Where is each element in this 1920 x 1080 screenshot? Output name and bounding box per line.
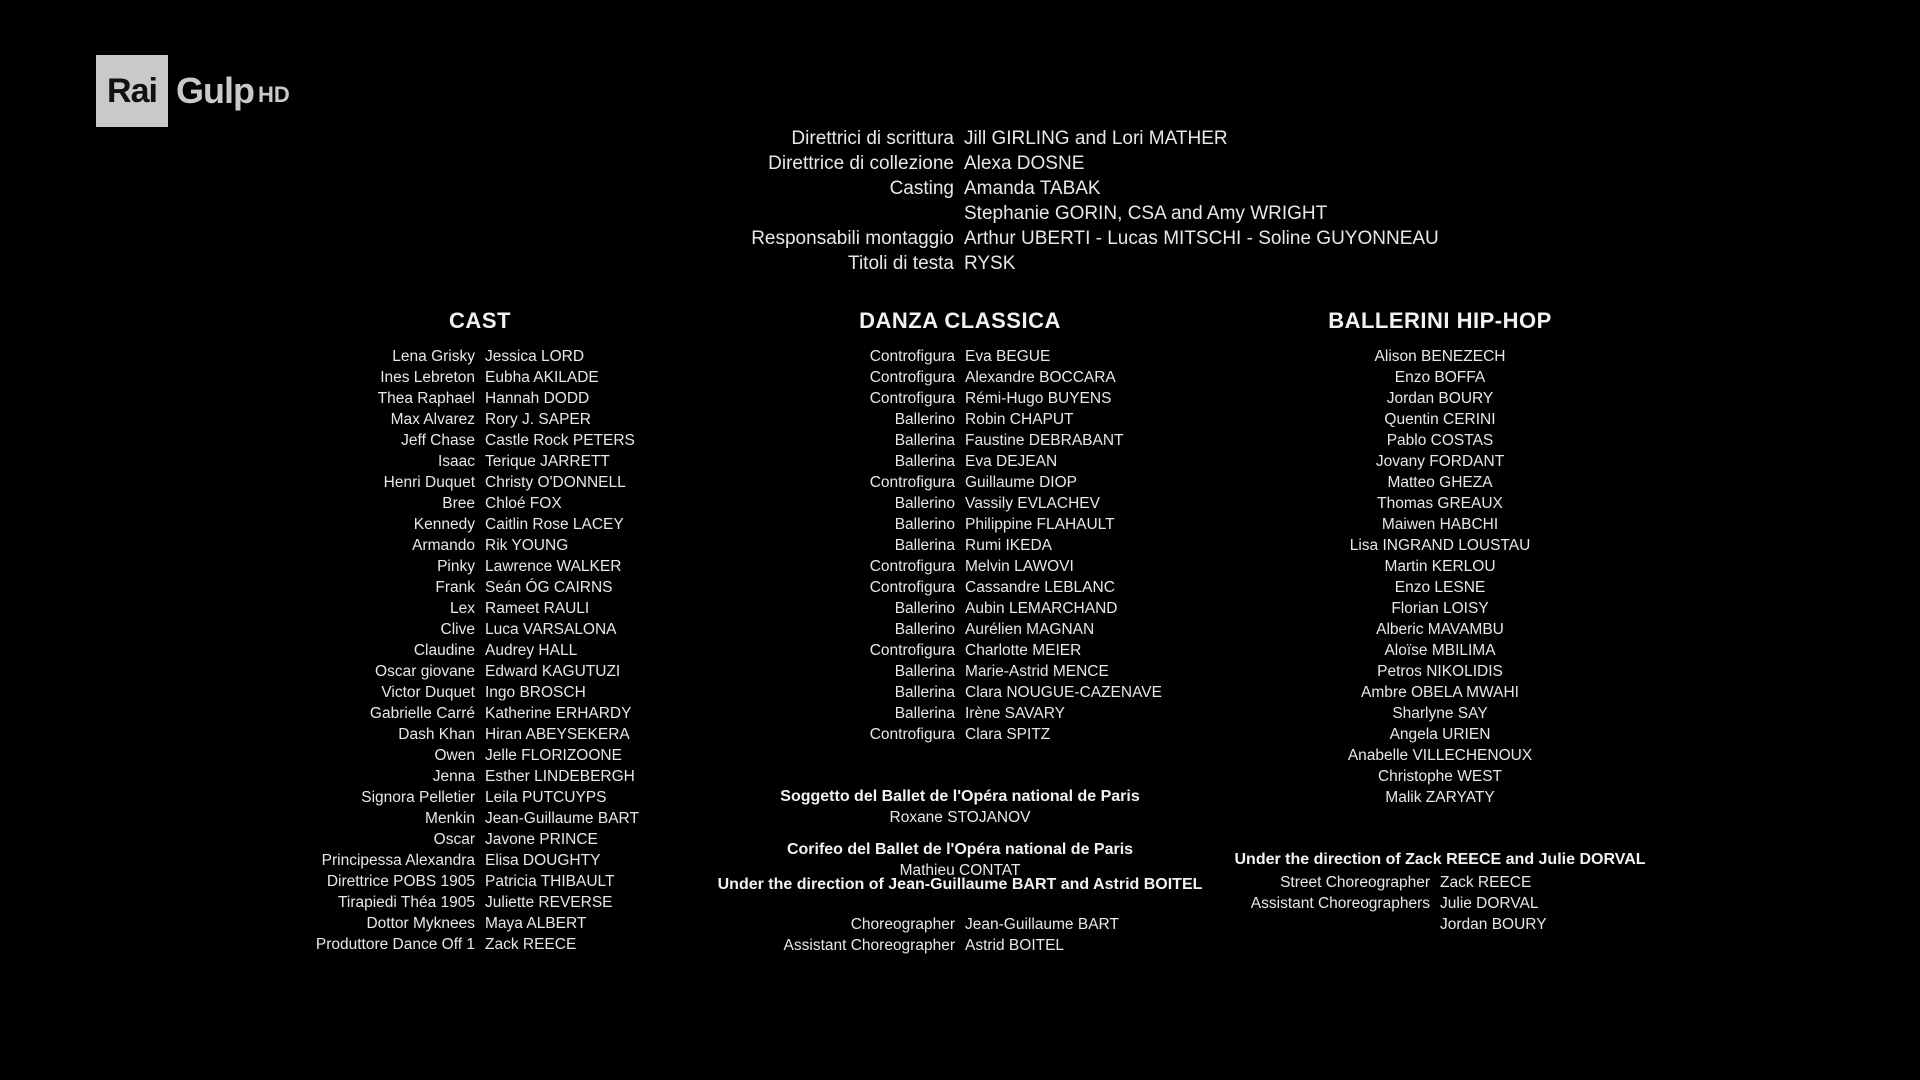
credit-name: Hiran ABEYSEKERA	[485, 726, 630, 743]
credit-name: Aurélien MAGNAN	[965, 621, 1095, 638]
credit-role: Armando	[412, 537, 475, 554]
direction-role: Choreographer	[850, 916, 955, 933]
cast-heading: CAST	[449, 308, 511, 333]
credit-name: Marie-Astrid MENCE	[965, 663, 1109, 680]
danza-heading: DANZA CLASSICA	[859, 308, 1061, 333]
danza-list	[800, 346, 1162, 745]
credit-name: Faustine DEBRABANT	[965, 432, 1124, 449]
direction-name: Jordan BOURY	[1440, 916, 1547, 933]
credit-name: Katherine ERHARDY	[485, 705, 632, 722]
hiphop-name: Jovany FORDANT	[1375, 453, 1505, 470]
hiphop-name: Quentin CERINI	[1384, 411, 1496, 428]
credit-name: Chloé FOX	[485, 495, 562, 512]
credit-role: Controfigura	[869, 390, 955, 407]
credit-role: Gabrielle Carré	[369, 705, 475, 722]
direction-role: Assistant Choreographer	[783, 937, 955, 954]
credit-name: Maya ALBERT	[485, 915, 587, 932]
corifeo-name: Mathieu CONTAT	[899, 862, 1021, 879]
credit-role: Direttrice POBS 1905	[326, 873, 475, 890]
credit-name: Seán ÓG CAIRNS	[485, 579, 613, 596]
credit-role: Ballerino	[894, 621, 955, 638]
credit-name: Ingo BROSCH	[485, 684, 586, 701]
credit-role: Dottor Myknees	[366, 915, 475, 932]
hiphop-direction-heading: Under the direction of Zack REECE and Julie DORVAL	[1234, 851, 1646, 868]
direction-name: Jean-Guillaume BART	[965, 916, 1119, 933]
top-credits-names	[964, 126, 1439, 276]
credit-name: Castle Rock PETERS	[485, 432, 635, 449]
credit-name: Aubin LEMARCHAND	[965, 600, 1118, 617]
credit-name: Eubha AKILADE	[485, 369, 599, 386]
credit-role: Casting	[889, 178, 954, 199]
credit-role: Ines Lebreton	[380, 369, 475, 386]
hiphop-name: Malik ZARYATY	[1385, 789, 1495, 806]
top-credits	[700, 126, 1439, 276]
direction-name: Julie DORVAL	[1440, 895, 1539, 912]
credit-name: Luca VARSALONA	[485, 621, 617, 638]
credit-name: Rory J. SAPER	[485, 411, 591, 428]
cast-list	[270, 346, 639, 955]
credit-role: Jeff Chase	[401, 432, 475, 449]
hiphop-name: Sharlyne SAY	[1392, 705, 1488, 722]
credit-role: Dash Khan	[398, 726, 475, 743]
credit-role: Controfigura	[869, 726, 955, 743]
credit-role: Controfigura	[869, 558, 955, 575]
cast-roles	[270, 346, 485, 955]
credit-name: Juliette REVERSE	[485, 894, 613, 911]
credit-role: Owen	[434, 747, 475, 764]
credit-role: Produttore Dance Off 1	[315, 936, 475, 953]
hiphop-name: Petros NIKOLIDIS	[1377, 663, 1503, 680]
hiphop-direction-roles	[1190, 872, 1440, 935]
credit-role: Max Alvarez	[390, 411, 475, 428]
credit-role: Thea Raphael	[377, 390, 475, 407]
hiphop-name: Florian LOISY	[1391, 600, 1489, 617]
hiphop-direction-list	[1190, 872, 1547, 935]
credit-role: Controfigura	[869, 474, 955, 491]
credit-name: Rik YOUNG	[485, 537, 569, 554]
credit-role: Controfigura	[869, 369, 955, 386]
credit-role: Isaac	[437, 453, 475, 470]
danza-direction-names	[965, 914, 1119, 956]
credit-name: Jelle FLORIZOONE	[485, 747, 622, 764]
credit-role: Ballerino	[894, 600, 955, 617]
credit-name: Lawrence WALKER	[485, 558, 622, 575]
danza-roles	[800, 346, 965, 745]
credit-role: Ballerino	[894, 411, 955, 428]
hiphop-name: Pablo COSTAS	[1386, 432, 1494, 449]
credit-role: Responsabili montaggio	[751, 228, 954, 249]
credit-role: Frank	[435, 579, 475, 596]
rai-logo-box: Rai	[96, 55, 168, 127]
hiphop-name: Maiwen HABCHI	[1381, 516, 1499, 533]
cast-names	[485, 346, 639, 955]
hiphop-heading: BALLERINI HIP-HOP	[1328, 308, 1552, 333]
hiphop-name: Enzo LESNE	[1394, 579, 1486, 596]
hiphop-name: Martin KERLOU	[1384, 558, 1496, 575]
danza-direction-list	[680, 914, 1119, 956]
hiphop-name: Alberic MAVAMBU	[1376, 621, 1504, 638]
credit-role: Controfigura	[869, 579, 955, 596]
corifeo-heading: Corifeo del Ballet de l'Opéra national de Paris	[786, 841, 1134, 858]
credit-role	[700, 201, 954, 226]
credit-role: Ballerina	[894, 705, 955, 722]
credit-name: Clara NOUGUE-CAZENAVE	[965, 684, 1162, 701]
credit-role: Victor Duquet	[381, 684, 475, 701]
credit-role: Titoli di testa	[848, 253, 954, 274]
credit-name: Rumi IKEDA	[965, 537, 1052, 554]
hiphop-name: Anabelle VILLECHENOUX	[1347, 747, 1533, 764]
credit-role: Oscar	[433, 831, 475, 848]
credit-role: Oscar giovane	[375, 663, 475, 680]
credit-name: Robin CHAPUT	[965, 411, 1074, 428]
channel-logo	[96, 54, 290, 128]
credit-role: Ballerina	[894, 684, 955, 701]
credit-role: Clive	[440, 621, 475, 638]
credit-role: Lena Grisky	[392, 348, 475, 365]
credit-name: Zack REECE	[485, 936, 577, 953]
credit-name: Alexandre BOCCARA	[965, 369, 1116, 386]
credit-name: Patricia THIBAULT	[485, 873, 615, 890]
credit-role: Direttrice di collezione	[768, 153, 954, 174]
credit-name: Jean-Guillaume BART	[485, 810, 639, 827]
credit-name: Javone PRINCE	[485, 831, 598, 848]
credit-role: Menkin	[425, 810, 475, 827]
credit-name: Philippine FLAHAULT	[965, 516, 1115, 533]
direction-name: Astrid BOITEL	[965, 937, 1065, 954]
hiphop-name: Alison BENEZECH	[1374, 348, 1506, 365]
credit-role: Signora Pelletier	[361, 789, 475, 806]
credit-name: Alexa DOSNE	[964, 153, 1085, 174]
credit-role: Controfigura	[869, 348, 955, 365]
credit-name: Terique JARRETT	[485, 453, 610, 470]
credit-role: Ballerino	[894, 495, 955, 512]
credit-role: Tirapiedi Théa 1905	[337, 894, 475, 911]
credit-name: Irène SAVARY	[965, 705, 1065, 722]
credit-name: Melvin LAWOVI	[965, 558, 1074, 575]
danza-direction-heading: Under the direction of Jean-Guillaume BART and Astrid BOITEL	[717, 876, 1203, 893]
credit-name: Vassily EVLACHEV	[965, 495, 1100, 512]
hd-logo-text: HD	[257, 82, 290, 107]
hiphop-name: Angela URIEN	[1389, 726, 1491, 743]
credit-role: Ballerino	[894, 516, 955, 533]
credit-name: Jill GIRLING and Lori MATHER	[964, 128, 1228, 149]
hiphop-name: Enzo BOFFA	[1394, 369, 1486, 386]
credit-name: Audrey HALL	[485, 642, 578, 659]
credit-role: Controfigura	[869, 642, 955, 659]
credit-name: Edward KAGUTUZI	[485, 663, 621, 680]
credit-name: Charlotte MEIER	[965, 642, 1082, 659]
danza-direction-roles	[680, 914, 965, 956]
credit-name: RYSK	[964, 253, 1016, 274]
hiphop-name: Thomas GREAUX	[1377, 495, 1503, 512]
credit-name: Eva DEJEAN	[965, 453, 1058, 470]
credit-role: Ballerina	[894, 537, 955, 554]
credit-role: Pinky	[437, 558, 475, 575]
credit-name: Hannah DODD	[485, 390, 590, 407]
hiphop-name: Aloïse MBILIMA	[1384, 642, 1496, 659]
credit-role: Bree	[442, 495, 475, 512]
credit-name: Guillaume DIOP	[965, 474, 1077, 491]
direction-role: Assistant Choreographers	[1250, 895, 1430, 912]
credit-role: Ballerina	[894, 663, 955, 680]
credit-name: Elisa DOUGHTY	[485, 852, 601, 869]
credit-role: Ballerina	[894, 432, 955, 449]
credit-role: Principessa Alexandra	[321, 852, 475, 869]
credit-name: Rameet RAULI	[485, 600, 590, 617]
credit-role: Claudine	[413, 642, 475, 659]
hiphop-name: Christophe WEST	[1377, 768, 1503, 785]
credit-name: Clara SPITZ	[965, 726, 1051, 743]
credit-role: Jenna	[432, 768, 475, 785]
credit-role: Ballerina	[894, 453, 955, 470]
credit-role: Kennedy	[413, 516, 475, 533]
soggetto-heading: Soggetto del Ballet de l'Opéra national de Paris	[780, 788, 1140, 805]
credit-name: Cassandre LEBLANC	[965, 579, 1115, 596]
credit-name: Arthur UBERTI - Lucas MITSCHI - Soline GUYONNEAU	[964, 228, 1439, 249]
credit-name: Leila PUTCUYPS	[485, 789, 607, 806]
hiphop-list	[1290, 346, 1590, 808]
credit-name: Eva BEGUE	[965, 348, 1051, 365]
credit-name: Amanda TABAK	[964, 178, 1101, 199]
credit-name: Esther LINDEBERGH	[485, 768, 635, 785]
hiphop-direction-names	[1440, 872, 1547, 935]
danza-names	[965, 346, 1162, 745]
hiphop-name: Lisa INGRAND LOUSTAU	[1349, 537, 1531, 554]
hiphop-name: Ambre OBELA MWAHI	[1361, 684, 1519, 701]
direction-role: Street Choreographer	[1280, 874, 1430, 891]
soggetto-name: Roxane STOJANOV	[889, 809, 1031, 826]
direction-name: Zack REECE	[1440, 874, 1532, 891]
credit-name: Jessica LORD	[485, 348, 585, 365]
top-credits-roles	[700, 126, 964, 276]
credit-name: Caitlin Rose LACEY	[485, 516, 624, 533]
hiphop-name: Matteo GHEZA	[1387, 474, 1493, 491]
gulp-logo-text: Gulp	[176, 70, 254, 111]
hiphop-name: Jordan BOURY	[1386, 390, 1494, 407]
credit-role: Henri Duquet	[383, 474, 475, 491]
direction-role	[1190, 914, 1430, 935]
credit-name: Rémi-Hugo BUYENS	[965, 390, 1112, 407]
credit-name: Stephanie GORIN, CSA and Amy WRIGHT	[964, 203, 1328, 224]
credit-name: Christy O'DONNELL	[485, 474, 626, 491]
credit-role: Lex	[450, 600, 475, 617]
credit-role: Direttrici di scrittura	[791, 128, 954, 149]
